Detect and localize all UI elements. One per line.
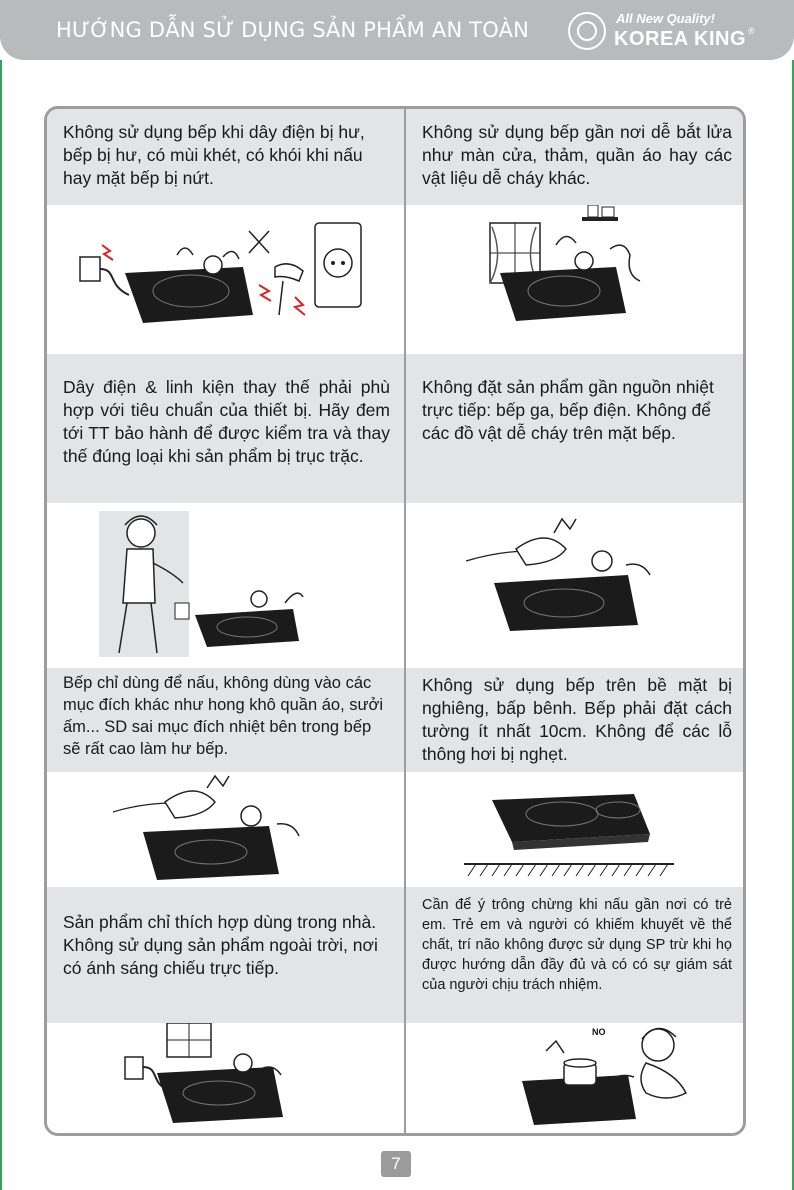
page-number: 7 [381, 1151, 411, 1177]
page-title: HƯỚNG DẪN SỬ DỤNG SẢN PHẨM AN TOÀN [56, 18, 530, 42]
item-3-illustration [47, 503, 404, 668]
item-3-text [47, 354, 404, 503]
item-2-label: Không sử dụng bếp gần nơi dễ bắt lửa như màn cửa, thảm, quần áo hay các vật liệu dễ cháy khác. [422, 122, 732, 188]
brand-seal-icon [568, 12, 606, 50]
item-4-illustration [406, 503, 746, 668]
item-6-label: Không sử dụng bếp trên bề mặt bị nghiêng, bấp bênh. Bếp phải đặt cách tường ít nhất 10cm. Không để các lỗ thông hơi bị nghẹt. [422, 675, 732, 764]
registered-mark: ® [748, 26, 755, 36]
item-1-text [47, 109, 404, 205]
item-5-text [47, 668, 404, 772]
item-2-text [406, 109, 746, 205]
no-label: NO [592, 1027, 606, 1037]
item-5-illustration [47, 772, 404, 887]
column-divider [404, 109, 406, 1136]
header-bar [0, 0, 794, 60]
item-8-text [406, 887, 746, 1023]
item-3-label: Dây điện & linh kiện thay thế phải phù hợp với tiêu chuẩn của thiết bị. Hãy đem tới TT bảo hành để được kiểm tra và thay thế đúng loại khi sản phẩm bị trục trặc. [63, 377, 390, 466]
left-edge-line [0, 60, 2, 1190]
item-8-label: Cần để ý trông chừng khi nấu gần nơi có trẻ em. Trẻ em và người có khiếm khuyết về thể chất, trí não không được sử dụng SP trừ khi họ được hướng dẫn đầy đủ và có có sự giám sát của người chịu trách nhiệm. [422, 897, 732, 993]
item-4-text [406, 354, 746, 503]
item-7-text [47, 887, 404, 1023]
item-1-illustration [47, 205, 404, 354]
safety-grid [44, 106, 746, 1136]
item-1-label: Không sử dụng bếp khi dây điện bị hư, bếp bị hư, có mùi khét, có khói khi nấu hay mặt bếp bị nứt. [63, 122, 365, 188]
item-6-text [406, 668, 746, 772]
brand-logo [568, 8, 788, 54]
item-6-illustration [406, 772, 746, 887]
item-8-illustration [406, 1023, 746, 1136]
item-7-label: Sản phẩm chỉ thích hợp dùng trong nhà. Không sử dụng sản phẩm ngoài trời, nơi có ánh sáng chiếu trực tiếp. [63, 912, 378, 978]
brand-name: KOREA KING [614, 28, 747, 50]
brand-tagline: All New Quality! [616, 11, 715, 26]
item-7-illustration [47, 1023, 404, 1136]
item-5-label: Bếp chỉ dùng để nấu, không dùng vào các mục đích khác như hong khô quần áo, sưởi ấm... SD sai mục đích nhiệt bên trong bếp sẽ rất cao làm hư bếp. [63, 674, 384, 758]
item-4-label: Không đặt sản phẩm gần nguồn nhiệt trực tiếp: bếp ga, bếp điện. Không để các đồ vật dễ cháy trên mặt bếp. [422, 377, 714, 443]
item-2-illustration [406, 205, 746, 354]
